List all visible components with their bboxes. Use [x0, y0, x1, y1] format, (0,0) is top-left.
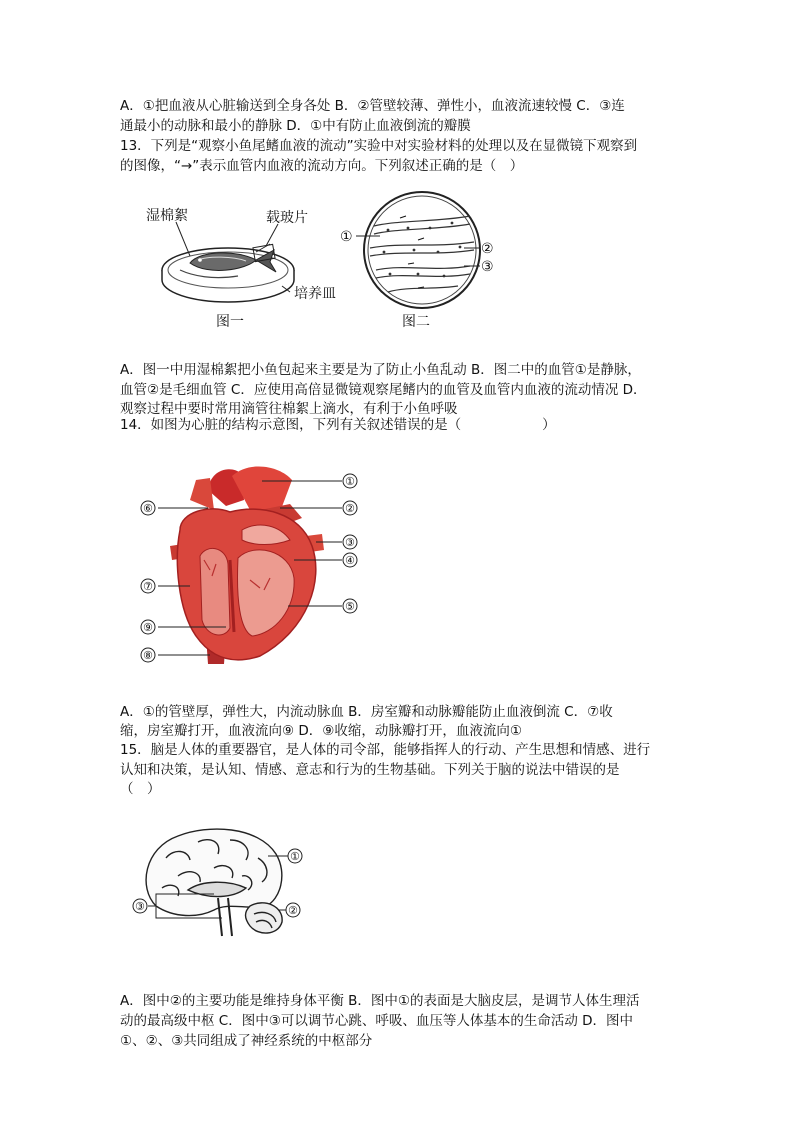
fig2-mark-3: ③: [481, 259, 494, 275]
q14-heart-figure: [130, 460, 370, 670]
q13-options-line-2: 血管②是毛细血管 C．应使用高倍显微镜观察尾鳍内的血管及血管内血液的流动情况 D．: [120, 382, 647, 398]
q13-stem-line-2: 的图像，“→”表示血管内血液的流动方向。下列叙述正确的是（ ）: [120, 158, 524, 174]
heart-mark-3: ③: [345, 536, 355, 549]
fig1-label-dish: 培养皿: [294, 286, 336, 302]
q13-options-line-3: 观察过程中要时常用滴管往棉絮上滴水，有利于小鱼呼吸: [120, 401, 458, 417]
q15-options-line-3: ①、②、③共同组成了神经系统的中枢部分: [120, 1033, 373, 1049]
heart-mark-2: ②: [345, 502, 355, 515]
fig1-label-cotton: 湿棉絮: [146, 208, 188, 224]
heart-mark-9: ⑨: [143, 621, 153, 634]
q15-brain-figure: [118, 818, 318, 948]
q15-stem-line-2: 认知和决策，是认知、情感、意志和行为的生物基础。下列关于脑的说法中错误的是: [120, 762, 620, 778]
brain-mark-1: ①: [290, 850, 300, 863]
q13-options-line-1: A．图一中用湿棉絮把小鱼包起来主要是为了防止小鱼乱动 B．图二中的血管①是静脉，: [120, 362, 641, 378]
brain-illustration: [146, 829, 282, 936]
fig2-microscope-view: [364, 192, 480, 308]
heart-mark-6: ⑥: [143, 502, 153, 515]
heart-illustration: [170, 466, 324, 664]
q12-options-line-2: 通最小的动脉和最小的静脉 D．①中有防止血液倒流的瓣膜: [120, 118, 471, 134]
q12-options-line-1: A．①把血液从心脏输送到全身各处 B．②管壁较薄、弹性小，血液流速较慢 C．③连: [120, 98, 625, 114]
fig2-mark-1: ①: [340, 229, 353, 245]
q14-stem: 14．如图为心脏的结构示意图，下列有关叙述错误的是（ ）: [120, 417, 556, 433]
q14-options-line-1: A．①的管壁厚，弹性大，内流动脉血 B．房室瓣和动脉瓣能防止血液倒流 C．⑦收: [120, 704, 613, 720]
q13-stem-line-1: 13．下列是“观察小鱼尾鳍血液的流动”实验中对实验材料的处理以及在显微镜下观察到: [120, 138, 638, 154]
q15-options-line-2: 动的最高级中枢 C．图中③可以调节心跳、呼吸、血压等人体基本的生命活动 D．图中: [120, 1013, 634, 1029]
q14-options-line-2: 缩，房室瓣打开，血液流向⑨ D．⑨收缩，动脉瓣打开，血液流向①: [120, 723, 522, 739]
fig2-caption: 图二: [402, 314, 430, 330]
q15-options-line-1: A．图中②的主要功能是维持身体平衡 B．图中①的表面是大脑皮层，是调节人体生理活: [120, 993, 640, 1009]
q13-figure: [118, 190, 498, 340]
heart-mark-8: ⑧: [143, 649, 153, 662]
fig1-caption: 图一: [216, 314, 244, 330]
heart-mark-1: ①: [345, 475, 355, 488]
brain-mark-3: ③: [135, 900, 145, 913]
q15-stem-line-1: 15．脑是人体的重要器官，是人体的司令部，能够指挥人的行动、产生思想和情感、进行: [120, 742, 651, 758]
fig2-mark-2: ②: [481, 241, 494, 257]
q15-stem-line-3: （ ）: [120, 781, 161, 797]
heart-mark-4: ④: [345, 554, 355, 567]
fig1-label-slide: 载玻片: [266, 210, 308, 226]
heart-mark-5: ⑤: [345, 600, 355, 613]
brain-mark-2: ②: [288, 904, 298, 917]
heart-mark-7: ⑦: [143, 580, 153, 593]
